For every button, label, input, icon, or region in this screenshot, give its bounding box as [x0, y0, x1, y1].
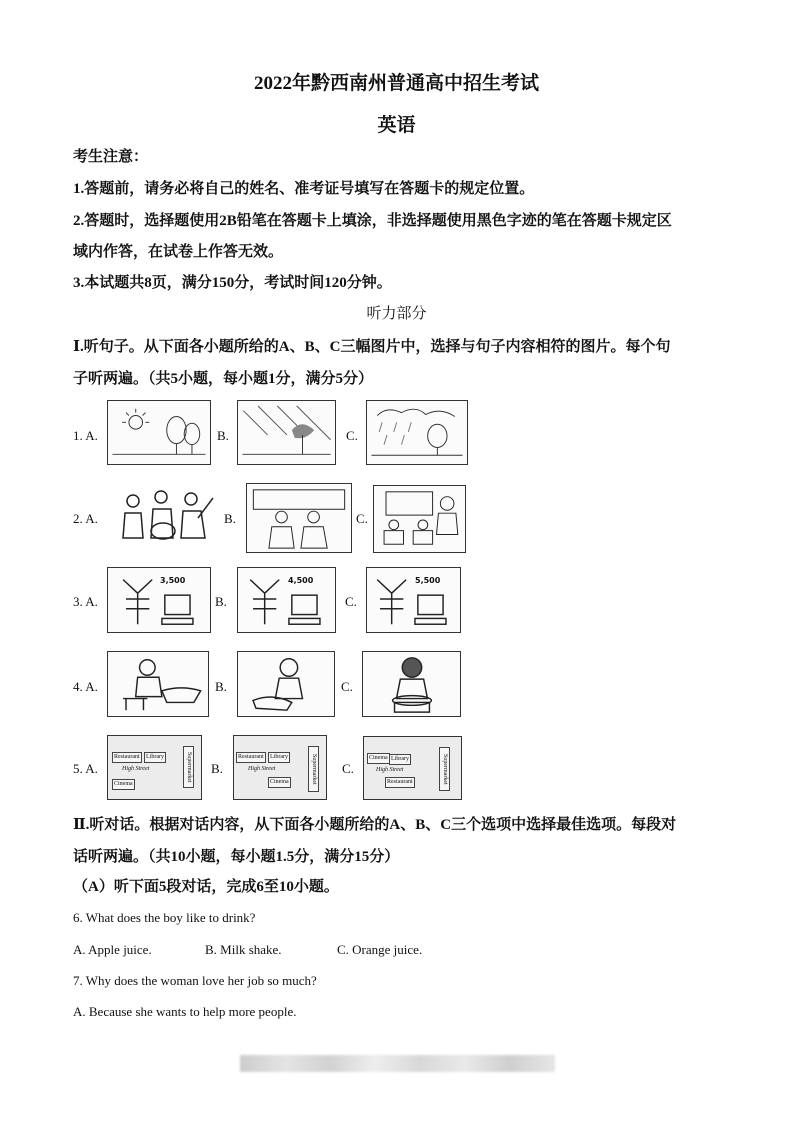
q4-picture-b [237, 651, 335, 717]
q5-option-b: B. [211, 761, 223, 776]
part2-instruction: 话听两遍。（共10小题，每小题1.5分，满分15分） [73, 849, 400, 865]
q4-label: 4. A. [73, 679, 98, 694]
q3-picture-c [366, 567, 461, 633]
q1-option-b: B. [217, 428, 229, 443]
part1-instruction: 子听两遍。（共5小题，每小题1分，满分5分） [73, 371, 374, 387]
map-library: Library [389, 754, 411, 765]
map-library: Library [268, 752, 290, 763]
q1-option-c: C. [346, 428, 358, 443]
map-library: Library [144, 752, 166, 763]
price-label: 5,500 [415, 576, 441, 585]
map-cinema: Cinema [367, 753, 390, 764]
q5-map-b [233, 735, 327, 800]
subject-title: 英语 [377, 115, 416, 136]
q2-option-c: C. [356, 511, 368, 526]
notice-item: 1.答题前，请务必将自己的姓名、准考证号填写在答题卡的规定位置。 [73, 181, 535, 197]
q1-picture-c-rainy [366, 400, 468, 465]
blurred-footer [240, 1055, 555, 1072]
part2-subheading: （A）听下面5段对话，完成6至10小题。 [73, 879, 339, 895]
q6-option-b: B. Milk shake. [205, 942, 282, 957]
q4-picture-c [362, 651, 461, 717]
map-restaurant: Restaurant [112, 752, 142, 763]
q5-option-c: C. [342, 761, 354, 776]
q3-option-b: B. [215, 594, 227, 609]
price-label: 3,500 [160, 576, 186, 585]
q7-option-a: A. Because she wants to help more people. [73, 1004, 297, 1019]
q6-option-c: C. Orange juice. [337, 942, 423, 957]
q1-label: 1. A. [73, 428, 98, 443]
q3-picture-b [237, 567, 336, 633]
q2-option-b: B. [224, 511, 236, 526]
notice-item: 域内作答，在试卷上作答无效。 [73, 244, 284, 260]
map-supermarket: Supermarket [183, 746, 194, 788]
question-7: 7. Why does the woman love her job so much? [73, 973, 317, 988]
section-title: 听力部分 [366, 306, 427, 322]
map-supermarket: Supermarket [308, 746, 319, 792]
q2-picture-a-band [113, 483, 218, 553]
q1-picture-a-sunny [107, 400, 211, 465]
part2-instruction: Ⅱ.听对话。根据对话内容，从下面各小题所给的A、B、C三个选项中选择最佳选项。每段对 [73, 817, 677, 833]
notice-item: 2.答题时，选择题使用2B铅笔在答题卡上填涂，非选择题使用黑色字迹的笔在答题卡规定区 [73, 213, 672, 229]
q6-option-a: A. Apple juice. [73, 942, 152, 957]
map-street: High Street [248, 766, 276, 772]
q4-picture-a [107, 651, 209, 717]
question-6: 6. What does the boy like to drink? [73, 910, 256, 925]
exam-title: 2022年黔西南州普通高中招生考试 [253, 73, 539, 94]
q5-map-c [363, 736, 462, 800]
q4-option-c: C. [341, 679, 353, 694]
q1-picture-b-windy [237, 400, 336, 465]
notice-heading: 考生注意： [73, 149, 149, 165]
part1-instruction: Ⅰ.听句子。从下面各小题所给的A、B、C三幅图片中，选择与句子内容相符的图片。每个句 [73, 339, 671, 355]
map-restaurant: Restaurant [236, 752, 266, 763]
map-cinema: Cinema [112, 779, 135, 790]
map-street: High Street [376, 767, 404, 773]
q5-map-a [107, 735, 202, 800]
q2-picture-b-bus [246, 483, 352, 553]
q3-picture-a [107, 567, 211, 633]
map-supermarket: Supermarket [439, 747, 450, 791]
q5-label: 5. A. [73, 761, 98, 776]
map-restaurant: Restaurant [385, 777, 415, 788]
notice-item: 3.本试题共8页，满分150分，考试时间120分钟。 [73, 275, 392, 291]
map-cinema: Cinema [268, 777, 291, 788]
q2-label: 2. A. [73, 511, 98, 526]
q3-label: 3. A. [73, 594, 98, 609]
q3-option-c: C. [345, 594, 357, 609]
q2-picture-c-classroom [373, 485, 466, 553]
q4-option-b: B. [215, 679, 227, 694]
map-street: High Street [122, 766, 150, 772]
price-label: 4,500 [288, 576, 314, 585]
